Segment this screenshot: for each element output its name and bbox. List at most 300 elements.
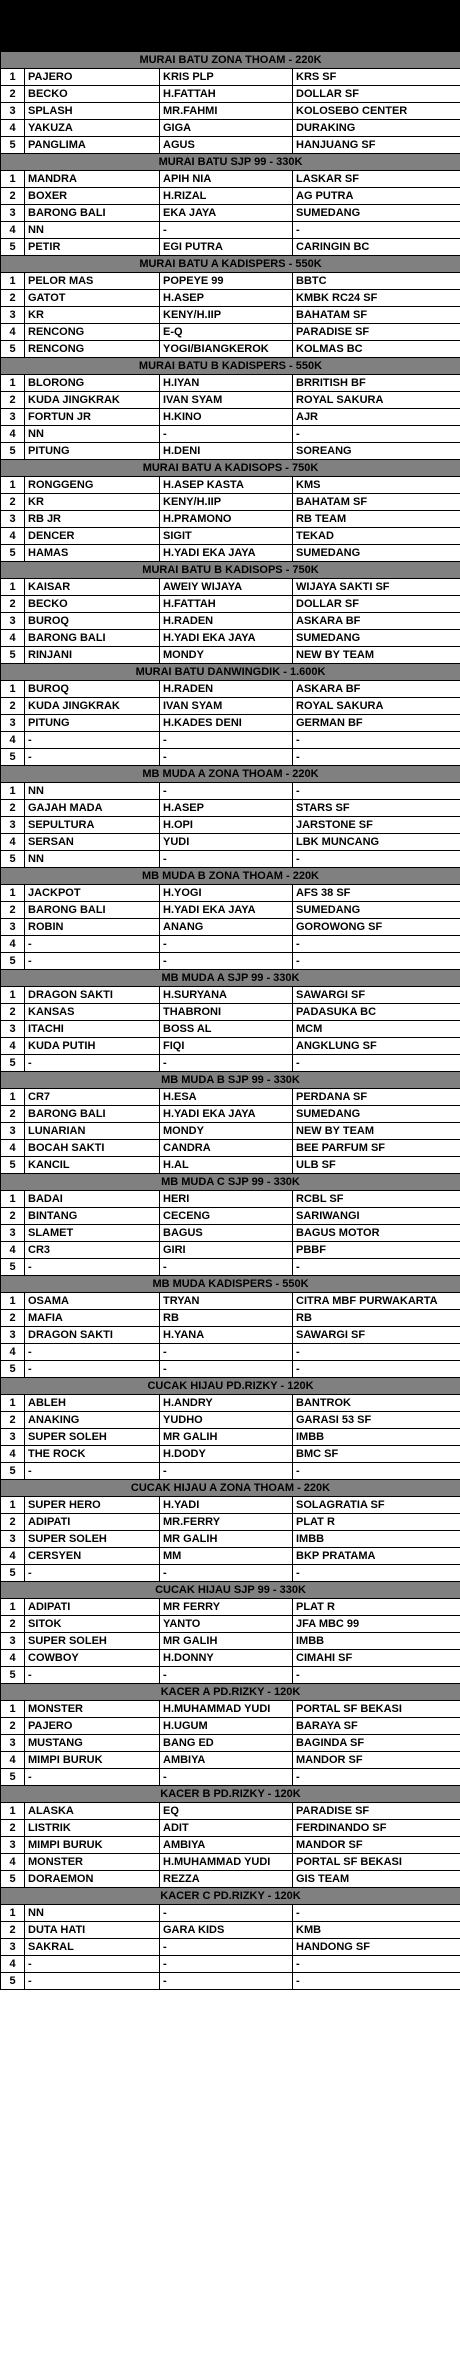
team-cell: - [293,851,460,868]
rank-cell: 3 [1,1735,25,1752]
bird-name-cell: NN [25,783,160,800]
bird-name-cell: BARONG BALI [25,902,160,919]
team-cell: RB [293,1310,460,1327]
bird-name-cell: - [25,1667,160,1684]
table-row [1,86,460,103]
rank-cell: 1 [1,375,25,392]
rank-cell: 4 [1,630,25,647]
section-title: MURAI BATU B KADISOPS - 750K [1,562,460,579]
bird-name-cell: PETIR [25,239,160,256]
bird-name-cell: KUDA JINGKRAK [25,392,160,409]
owner-cell: APIH NIA [160,171,293,188]
owner-cell: H.YANA [160,1327,293,1344]
team-cell: - [293,783,460,800]
owner-cell: AMBIYA [160,1837,293,1854]
table-row [1,732,460,749]
team-cell: ASKARA BF [293,681,460,698]
table-row [1,545,460,562]
rank-cell: 1 [1,1293,25,1310]
table-row [1,1106,460,1123]
rank-cell: 5 [1,749,25,766]
bird-name-cell: NN [25,851,160,868]
owner-cell: MR.FERRY [160,1514,293,1531]
rank-cell: 5 [1,341,25,358]
bird-name-cell: RINJANI [25,647,160,664]
table-row [1,715,460,732]
owner-cell: IVAN SYAM [160,392,293,409]
section-title: KACER B PD.RIZKY - 120K [1,1786,460,1803]
bird-name-cell: ANAKING [25,1412,160,1429]
section-title: KACER A PD.RIZKY - 120K [1,1684,460,1701]
table-row [1,1344,460,1361]
owner-cell: H.YADI EKA JAYA [160,902,293,919]
table-row [1,1463,460,1480]
team-cell: BEE PARFUM SF [293,1140,460,1157]
team-cell: - [293,1905,460,1922]
owner-cell: ADIT [160,1820,293,1837]
owner-cell: RB [160,1310,293,1327]
owner-cell: - [160,851,293,868]
team-cell: CITRA MBF PURWAKARTA [293,1293,460,1310]
team-cell: PADASUKA BC [293,1004,460,1021]
bird-name-cell: THE ROCK [25,1446,160,1463]
owner-cell: - [160,1905,293,1922]
rank-cell: 5 [1,953,25,970]
owner-cell: ANANG [160,919,293,936]
owner-cell: AWEIY WIJAYA [160,579,293,596]
team-cell: - [293,936,460,953]
owner-cell: H.YADI EKA JAYA [160,545,293,562]
rank-cell: 5 [1,1055,25,1072]
table-row [1,1446,460,1463]
owner-cell: EKA JAYA [160,205,293,222]
rank-cell: 1 [1,1701,25,1718]
team-cell: BKP PRATAMA [293,1548,460,1565]
rank-cell: 2 [1,1106,25,1123]
table-row [1,834,460,851]
owner-cell: - [160,936,293,953]
owner-cell: - [160,1939,293,1956]
team-cell: BAHATAM SF [293,307,460,324]
bird-name-cell: PITUNG [25,443,160,460]
table-row [1,1905,460,1922]
team-cell: KRS SF [293,69,460,86]
team-cell: HANJUANG SF [293,137,460,154]
bird-name-cell: ADIPATI [25,1514,160,1531]
bird-name-cell: DORAEMON [25,1871,160,1888]
table-row [1,1633,460,1650]
owner-cell: MM [160,1548,293,1565]
owner-cell: - [160,426,293,443]
bird-name-cell: MANDRA [25,171,160,188]
owner-cell: MR GALIH [160,1633,293,1650]
table-row [1,698,460,715]
team-cell: BARAYA SF [293,1718,460,1735]
bird-name-cell: MAFIA [25,1310,160,1327]
rank-cell: 4 [1,936,25,953]
team-cell: - [293,1973,460,1990]
bird-name-cell: - [25,1259,160,1276]
bird-name-cell: - [25,732,160,749]
rank-cell: 4 [1,120,25,137]
rank-cell: 4 [1,732,25,749]
team-cell: BAGUS MOTOR [293,1225,460,1242]
bird-name-cell: LUNARIAN [25,1123,160,1140]
team-cell: - [293,1259,460,1276]
team-cell: DOLLAR SF [293,596,460,613]
owner-cell: IVAN SYAM [160,698,293,715]
bird-name-cell: OSAMA [25,1293,160,1310]
owner-cell: MR GALIH [160,1429,293,1446]
bird-name-cell: MUSTANG [25,1735,160,1752]
owner-cell: MR GALIH [160,1531,293,1548]
bird-name-cell: PITUNG [25,715,160,732]
rank-cell: 1 [1,681,25,698]
table-row [1,1701,460,1718]
owner-cell: CANDRA [160,1140,293,1157]
team-cell: SARIWANGI [293,1208,460,1225]
rank-cell: 2 [1,1310,25,1327]
owner-cell: H.UGUM [160,1718,293,1735]
bird-name-cell: BINTANG [25,1208,160,1225]
rank-cell: 2 [1,1004,25,1021]
owner-cell: H.RADEN [160,681,293,698]
rank-cell: 3 [1,1939,25,1956]
section-title: MURAI BATU B KADISPERS - 550K [1,358,460,375]
table-row [1,1327,460,1344]
team-cell: WIJAYA SAKTI SF [293,579,460,596]
rank-cell: 3 [1,1837,25,1854]
team-cell: STARS SF [293,800,460,817]
bird-name-cell: BARONG BALI [25,205,160,222]
rank-cell: 3 [1,1531,25,1548]
rank-cell: 5 [1,1361,25,1378]
bird-name-cell: SERSAN [25,834,160,851]
team-cell: PLAT R [293,1599,460,1616]
section-header [1,1582,460,1599]
table-row [1,596,460,613]
team-cell: MANDOR SF [293,1837,460,1854]
owner-cell: FIQI [160,1038,293,1055]
team-cell: PARADISE SF [293,1803,460,1820]
owner-cell: AGUS [160,137,293,154]
table-row [1,375,460,392]
bird-name-cell: ROBIN [25,919,160,936]
owner-cell: - [160,749,293,766]
bird-name-cell: SITOK [25,1616,160,1633]
team-cell: SOREANG [293,443,460,460]
owner-cell: SIGIT [160,528,293,545]
table-row [1,188,460,205]
table-row [1,1973,460,1990]
team-cell: - [293,426,460,443]
team-cell: KMS [293,477,460,494]
bird-name-cell: - [25,1361,160,1378]
rank-cell: 1 [1,1395,25,1412]
owner-cell: - [160,222,293,239]
table-row [1,1837,460,1854]
owner-cell: YUDHO [160,1412,293,1429]
table-row [1,681,460,698]
rank-cell: 2 [1,1412,25,1429]
owner-cell: - [160,783,293,800]
bird-name-cell: BARONG BALI [25,630,160,647]
team-cell: - [293,1361,460,1378]
section-header [1,358,460,375]
owner-cell: H.FATTAH [160,86,293,103]
team-cell: SUMEDANG [293,902,460,919]
team-cell: - [293,1769,460,1786]
table-row [1,783,460,800]
team-cell: GERMAN BF [293,715,460,732]
rank-cell: 4 [1,1140,25,1157]
table-row [1,1667,460,1684]
bird-name-cell: SUPER SOLEH [25,1633,160,1650]
section-title: MURAI BATU DANWINGDIK - 1.600K [1,664,460,681]
table-row [1,1395,460,1412]
owner-cell: H.DONNY [160,1650,293,1667]
team-cell: GOROWONG SF [293,919,460,936]
team-cell: - [293,732,460,749]
bird-name-cell: YAKUZA [25,120,160,137]
bird-name-cell: MIMPI BURUK [25,1752,160,1769]
owner-cell: H.ANDRY [160,1395,293,1412]
team-cell: SAWARGI SF [293,987,460,1004]
bird-name-cell: ABLEH [25,1395,160,1412]
bird-name-cell: - [25,1956,160,1973]
bird-name-cell: SUPER SOLEH [25,1531,160,1548]
rank-cell: 4 [1,1242,25,1259]
team-cell: LASKAR SF [293,171,460,188]
rank-cell: 4 [1,528,25,545]
table-row [1,1514,460,1531]
rank-cell: 1 [1,171,25,188]
bird-name-cell: SUPER HERO [25,1497,160,1514]
section-header [1,1888,460,1905]
table-row [1,1956,460,1973]
owner-cell: GIGA [160,120,293,137]
table-row [1,494,460,511]
bird-name-cell: BOXER [25,188,160,205]
event-date: MINGGU, 08 - JUNI - 2025 [1,35,460,52]
bird-name-cell: RENCONG [25,324,160,341]
team-cell: MANDOR SF [293,1752,460,1769]
owner-cell: YOGI/BIANGKEROK [160,341,293,358]
owner-cell: H.AL [160,1157,293,1174]
rank-cell: 3 [1,307,25,324]
team-cell: GARASI 53 SF [293,1412,460,1429]
owner-cell: AMBIYA [160,1752,293,1769]
table-row [1,409,460,426]
table-row [1,1650,460,1667]
rank-cell: 2 [1,290,25,307]
rank-cell: 4 [1,1446,25,1463]
rank-cell: 5 [1,1667,25,1684]
owner-cell: - [160,732,293,749]
rank-cell: 1 [1,1803,25,1820]
bird-name-cell: - [25,1769,160,1786]
rank-cell: 1 [1,273,25,290]
bird-name-cell: CR3 [25,1242,160,1259]
team-cell: RCBL SF [293,1191,460,1208]
bird-name-cell: KR [25,494,160,511]
rank-cell: 1 [1,987,25,1004]
owner-cell: H.RADEN [160,613,293,630]
section-title: CUCAK HIJAU PD.RIZKY - 120K [1,1378,460,1395]
team-cell: PARADISE SF [293,324,460,341]
bird-name-cell: SLAMET [25,1225,160,1242]
rank-cell: 3 [1,817,25,834]
team-cell: JARSTONE SF [293,817,460,834]
bird-name-cell: PANGLIMA [25,137,160,154]
rank-cell: 1 [1,1599,25,1616]
section-title: MB MUDA KADISPERS - 550K [1,1276,460,1293]
table-row [1,511,460,528]
bird-name-cell: KAISAR [25,579,160,596]
team-cell: - [293,1565,460,1582]
owner-cell: H.ASEP KASTA [160,477,293,494]
owner-cell: EQ [160,1803,293,1820]
bird-name-cell: ADIPATI [25,1599,160,1616]
team-cell: - [293,1667,460,1684]
section-header [1,868,460,885]
section-title: MB MUDA B SJP 99 - 330K [1,1072,460,1089]
team-cell: - [293,1956,460,1973]
bird-name-cell: FORTUN JR [25,409,160,426]
bird-name-cell: NN [25,1905,160,1922]
section-title: CUCAK HIJAU SJP 99 - 330K [1,1582,460,1599]
team-cell: JFA MBC 99 [293,1616,460,1633]
table-row [1,1531,460,1548]
table-row [1,528,460,545]
team-cell: KOLMAS BC [293,341,460,358]
rank-cell: 3 [1,1327,25,1344]
section-header [1,154,460,171]
bird-name-cell: LISTRIK [25,1820,160,1837]
section-title: MURAI BATU A KADISPERS - 550K [1,256,460,273]
team-cell: PLAT R [293,1514,460,1531]
rank-cell: 5 [1,851,25,868]
owner-cell: GARA KIDS [160,1922,293,1939]
owner-cell: BAGUS [160,1225,293,1242]
table-row [1,1497,460,1514]
team-cell: SUMEDANG [293,205,460,222]
table-row [1,443,460,460]
bird-name-cell: NN [25,222,160,239]
section-title: CUCAK HIJAU A ZONA THOAM - 220K [1,1480,460,1497]
table-row [1,1361,460,1378]
table-row [1,1769,460,1786]
bird-name-cell: DRAGON SAKTI [25,1327,160,1344]
table-row [1,817,460,834]
rank-cell: 5 [1,137,25,154]
rank-cell: 5 [1,1463,25,1480]
rank-cell: 4 [1,1752,25,1769]
team-cell: RB TEAM [293,511,460,528]
bird-name-cell: - [25,749,160,766]
bird-name-cell: BADAI [25,1191,160,1208]
owner-cell: EGI PUTRA [160,239,293,256]
section-header [1,52,460,69]
owner-cell: H.IYAN [160,375,293,392]
rank-cell: 2 [1,494,25,511]
rank-cell: 5 [1,1769,25,1786]
section-title: MB MUDA A SJP 99 - 330K [1,970,460,987]
bird-name-cell: - [25,1973,160,1990]
team-cell: AG PUTRA [293,188,460,205]
team-cell: GIS TEAM [293,1871,460,1888]
owner-cell: TRYAN [160,1293,293,1310]
rank-cell: 3 [1,919,25,936]
table-row [1,1225,460,1242]
table-row [1,171,460,188]
date-row [1,35,460,52]
table-row [1,205,460,222]
owner-cell: POPEYE 99 [160,273,293,290]
team-cell: - [293,1463,460,1480]
table-row [1,647,460,664]
team-cell: - [293,749,460,766]
table-row [1,1123,460,1140]
rank-cell: 4 [1,324,25,341]
team-cell: SUMEDANG [293,1106,460,1123]
bird-name-cell: BECKO [25,596,160,613]
team-cell: KMB [293,1922,460,1939]
team-cell: HANDONG SF [293,1939,460,1956]
rank-cell: 1 [1,579,25,596]
rank-cell: 5 [1,239,25,256]
rank-cell: 2 [1,698,25,715]
owner-cell: H.ASEP [160,290,293,307]
rank-cell: 2 [1,1820,25,1837]
bird-name-cell: KANSAS [25,1004,160,1021]
table-row [1,290,460,307]
section-header [1,1786,460,1803]
owner-cell: H.PRAMONO [160,511,293,528]
table-row [1,1735,460,1752]
table-row [1,953,460,970]
section-title: MB MUDA B ZONA THOAM - 220K [1,868,460,885]
rank-cell: 4 [1,1956,25,1973]
owner-cell: H.FATTAH [160,596,293,613]
table-row [1,324,460,341]
bird-name-cell: GATOT [25,290,160,307]
team-cell: IMBB [293,1531,460,1548]
team-cell: NEW BY TEAM [293,1123,460,1140]
rank-cell: 2 [1,902,25,919]
table-row [1,613,460,630]
rank-cell: 3 [1,715,25,732]
team-cell: ULB SF [293,1157,460,1174]
section-header [1,460,460,477]
rank-cell: 5 [1,1259,25,1276]
team-cell: SOLAGRATIA SF [293,1497,460,1514]
owner-cell: H.KADES DENI [160,715,293,732]
section-title: MURAI BATU SJP 99 - 330K [1,154,460,171]
bird-name-cell: MONSTER [25,1701,160,1718]
table-row [1,1616,460,1633]
table-row [1,392,460,409]
owner-cell: - [160,1361,293,1378]
table-row [1,239,460,256]
bird-name-cell: SPLASH [25,103,160,120]
bird-name-cell: KUDA PUTIH [25,1038,160,1055]
rank-cell: 5 [1,1871,25,1888]
owner-cell: KRIS PLP [160,69,293,86]
owner-cell: H.ESA [160,1089,293,1106]
owner-cell: H.MUHAMMAD YUDI [160,1854,293,1871]
owner-cell: BOSS AL [160,1021,293,1038]
